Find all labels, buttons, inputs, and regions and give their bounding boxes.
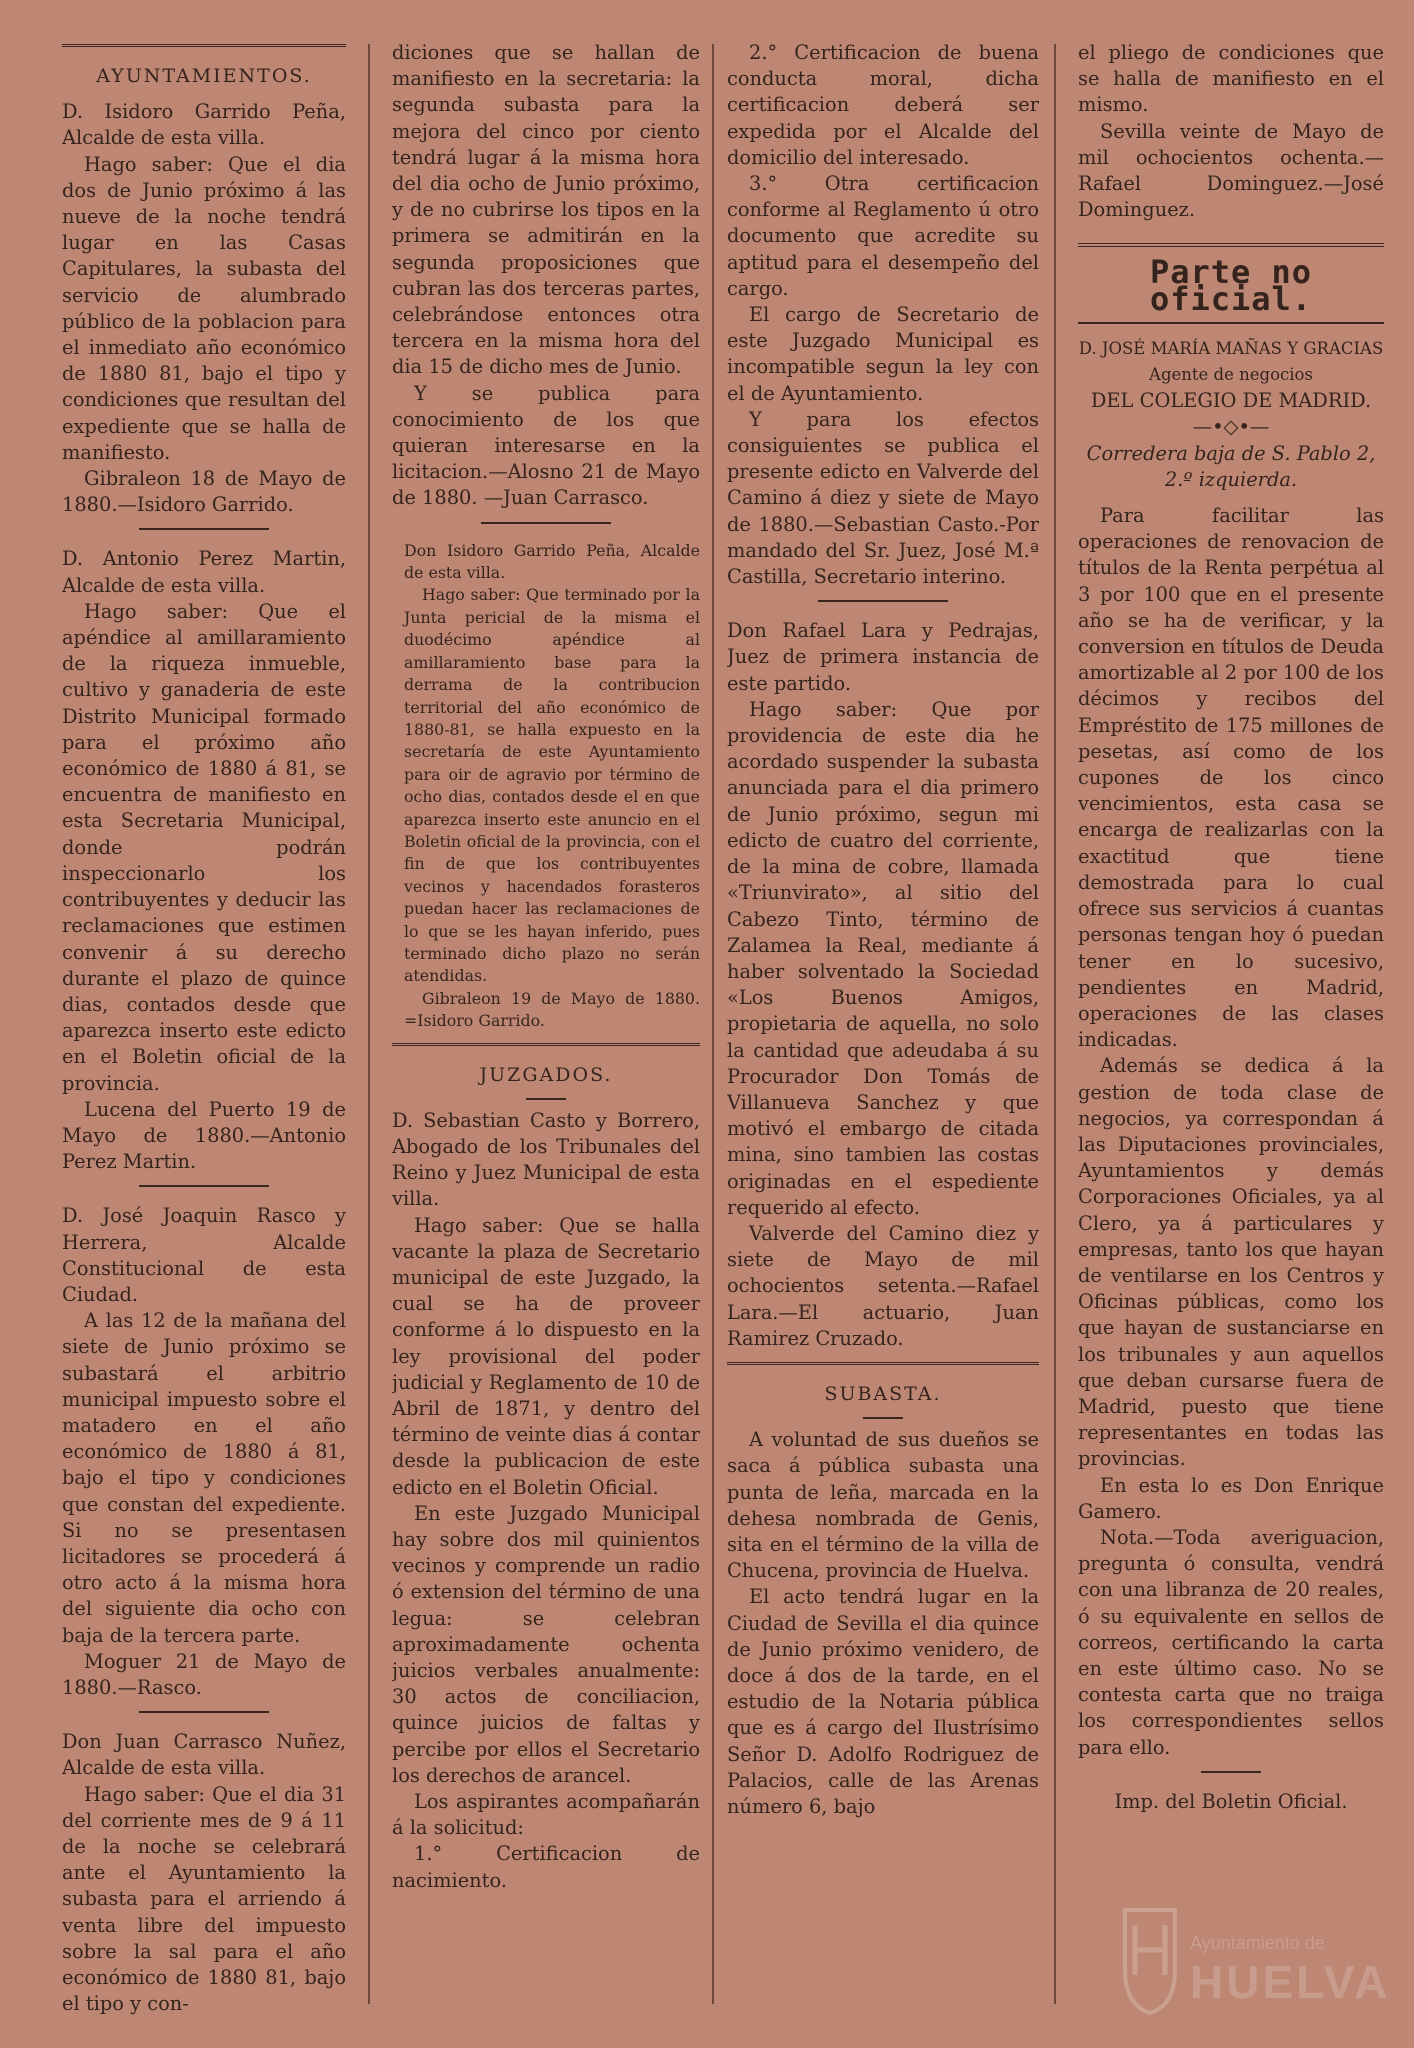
notice-body: Hago saber: Que el apéndice al amillaramiento de la riqueza inmueble, cultivo y ganaderia de este Distrito Municipal formado para el próximo año económico de 1880 á 81, se encuentra de manifiesto en esta Secretaria Municipal, donde podrán inspeccionarlo los contribuyentes y deducir las reclamaciones que estimen convenir á su derecho durante el plazo de quince dias, contados desde que aparezca inserto este edicto en el Boletin oficial de la provincia. [62,599,346,1095]
notice-date: Lucena del Puerto 19 de Mayo de 1880.—Antonio Perez Martin. [62,1097,346,1174]
auction-body: El acto tendrá lugar en la Ciudad de Sevilla el dia quince de Junio próximo venidero, de doce á dos de la tarde, en el estudio de la Notaria pública que es á cargo del Ilustrísimo Señor D. Adolfo Rodriguez de Palacios, calle de las Arenas número 6, bajo [727,1585,1039,1818]
notice-body: Hago saber: Que el dia 31 del corriente mes de 9 á 11 de la noche se celebrará ante el Ayuntamiento la subasta para el arriendo á venta libre del impuesto sobre la sal para el año económico de 1880 81, bajo el tipo y con- [62,1782,346,2016]
small-notice-body: Hago saber: Que terminado por la Junta pericial de la misma el duodécimo apéndice al amillaramiento base para la derrama de la contribucion territorial del año económico de 1880-81, se halla expuesto en la secretaría de este Ayuntamiento para oir de agravio por término de ocho dias, contados desde el en que aparezca inserto este anuncio en el Boletin oficial de la provincia, con el fin de que los contribuyentes vecinos y hacendados forasteros puedan hacer las reclamaciones de lo que se les hayan inferido, pues terminado dicho plazo no serán atendidas. [404,585,700,986]
auction-body: A voluntad de sus dueños se saca á pública subasta una punta de leña, marcada en la dehesa nombrada de Genis, sita en el término de la villa de Chucena, provincia de Huelva. [727,1428,1039,1583]
imprint: Imp. del Boletin Oficial. [1114,1789,1348,1813]
small-notice [404,540,700,1033]
section-rule [1078,322,1384,324]
court-body: 1.° Certificacion de nacimiento. [392,1842,700,1892]
spacer [1078,493,1384,503]
small-notice-date: Gibraleon 19 de Mayo de 1880. =Isidoro Garrido. [404,988,700,1031]
column-2 [392,40,700,2035]
notice-body: A las 12 de la mañana del siete de Junio próximo se subastará el arbitrio municipal impuesto sobre el matadero en el año económico de 1880 á 81, bajo el tipo y condiciones que constan del expediente. Si no se presentasen licitadores se procederá á otro acto á la misma hora del siguiente dia ocho con baja de la tercera parte. [62,1309,346,1647]
ad-body: En esta lo es Don Enrique Gamero. [1078,1473,1384,1523]
section-rule [727,1362,1039,1365]
notice-gibraleon [62,99,346,518]
notice-lead: Don Juan Carrasco Nuñez, Alcalde de esta villa. [62,1730,346,1780]
court-body: Hago saber: Que por providencia de este dia he acordado suspender la subasta anunciada para el dia primero de Junio próximo, segun mi edicto de cuatro del corriente, de la mina de cobre, llamada «Triunvirato», al sitio del Cabezo Tinto, término de Zalamea la Real, mediante á haber solventado la Sociedad «Los Buenos Amigos, propietaria de aquella, no solo la cantidad que adeudaba á su Procurador Don Tomás de Villanueva Sanchez y que motivó el embargo de citada mina, sino tambien las costas originadas en el espediente requerido al efecto. [727,697,1039,1219]
small-notice-lead: Don Isidoro Garrido Peña, Alcalde de esta villa. [404,540,700,583]
court-body: 3.° Otra certificacion conforme al Reglamento ú otro documento que acredite su aptitud para el desempeño del cargo. [727,172,1039,300]
court-lead: D. Sebastian Casto y Borrero, Abogado de los Tribunales del Reino y Juez Municipal de esta villa. [392,1108,700,1211]
section-rule [392,1043,700,1046]
column-1 [62,40,346,2035]
court-body: 2.° Certificacion de buena conducta moral, dicha certificacion deberá ser expedida por el Alcalde del domicilio del interesado. [727,41,1039,169]
divider [1201,1771,1261,1773]
notice-lead: D. Antonio Perez Martin, Alcalde de esta villa. [62,547,346,597]
court-body: Y para los efectos consiguientes se publica el presente edicto en Valverde del Camino á diez y siete de Mayo de 1880.—Sebastian Casto.-Por mandado del Sr. Juez, José M.ª Castilla, Secretario interino. [727,407,1039,589]
notice-date: Gibraleon 18 de Mayo de 1880.—Isidoro Garrido. [62,467,346,517]
column-divider [712,44,714,2004]
divider [139,1711,269,1713]
shield-icon [1120,1905,1180,2015]
notice-moguer [62,1203,346,1701]
notice-lucena [62,546,346,1175]
ad-body: Para facilitar las operaciones de renovacion de títulos de la Renta perpétua al 3 por 100 que en el presente año se ha de verificar, y la conversion en títulos de Deuda amortizable al 2 por 100 de los décimos y recibos del Empréstito de 175 millones de pesetas, así como de los cupones de los cinco vencimientos, esta casa se encarga de realizarlas con la exactitud que tiene demostrada para lo cual ofrece sus servicios á cuantas personas tengan hoy ó puedan tener en lo sucesivo, pendientes en Madrid, operaciones de las clases indicadas. [1078,504,1384,1052]
court-body: Los aspirantes acompañarán á la solicitud: [392,1790,700,1840]
court-lead: Don Rafael Lara y Pedrajas, Juez de primera instancia de este partido. [727,619,1039,695]
notice-body: Hago saber: Que el dia dos de Junio próximo á las nueve de la noche tendrá lugar en las Casas Capitulares, la subasta del servicio de alumbrado público de la poblacion para el inmediato año económico de 1880 81, bajo el tipo y condiciones que resultan del expediente que se halla de manifiesto. [62,152,346,464]
column-4 [1078,40,1384,2035]
divider [818,600,948,602]
court-body: En este Juzgado Municipal hay sobre dos mil quinientos vecinos y comprende un radio ó extension del término de una legua: se celebran aproximadamente ochenta juicios verbales anualmente: 30 actos de conciliacion, quince juicios de faltas y percibe por ellos el Secretario los derechos de arancel. [392,1501,700,1787]
notice-date: Moguer 21 de Mayo de 1880.—Rasco. [62,1649,346,1699]
court-body: Hago saber: Que se halla vacante la plaza de Secretario municipal de este Juzgado, la cual se ha de proveer conforme á lo dispuesto en la ley provisional del poder judicial y Reglamento de 10 de Abril de 1871, y dentro del término de veinte dias á contar desde la publicacion de este edicto en el Boletin Oficial. [392,1213,700,1499]
top-rule [62,44,346,47]
divider [139,528,269,530]
divider [139,1185,269,1187]
notice-alosno [62,1729,346,2017]
divider [526,1098,566,1100]
auction-date: Sevilla veinte de Mayo de mil ochocientos ochenta.—Rafael Dominguez.—José Dominguez. [1078,119,1384,222]
court-body: El cargo de Secretario de este Juzgado Municipal es incompatible segun la ley con el de Ayuntamiento. [727,303,1039,405]
agent-name: D. JOSÉ MARÍA MAÑAS Y GRACIAS [1078,338,1384,358]
court-date: Valverde del Camino diez y siete de Mayo de mil ochocientos setenta.—Rafael Lara.—El actuario, Juan Ramirez Cruzado. [727,1221,1039,1350]
notice-continuation: diciones que se hallan de manifiesto en la secretaria: la segunda subasta para la mejora del cinco por ciento tendrá lugar á la misma hora del dia ocho de Junio próximo, y de no cubrirse los tipos en la primera se admitirán en la segunda proposiciones que cubran las dos terceras partes, celebrándose entonces otra tercera en la misma hora del dia 15 de dicho mes de Junio. [392,41,700,379]
ornament: —•◇•— [1192,415,1270,439]
notice-lead: D. Isidoro Garrido Peña, Alcalde de esta villa. [62,100,346,150]
column-divider [1054,44,1056,2004]
section-title-ayuntamientos: AYUNTAMIENTOS. [96,65,312,87]
divider [863,1417,903,1419]
ad-note: Nota.—Toda averiguacion, pregunta ó consulta, vendrá con una libranza de 20 reales, ó su equivalente en sellos de correos, certificando la carta en este último caso. No se contesta carta que no traiga los correspondientes sellos para ello. [1078,1525,1384,1759]
column-divider [368,44,370,2004]
auction-continuation: el pliego de condiciones que se halla de manifiesto en el mismo. [1078,41,1384,117]
watermark-line1: Ayuntamiento de [1190,1933,1325,1953]
notice-closing: Y se publica para conocimiento de los que quieran interesarse en la licitacion.—Alosno 21 de Mayo de 1880. —Juan Carrasco. [392,381,700,510]
watermark-line2: HUELVA [1190,1956,1391,2008]
non-official-heading: Parte no oficial. [1149,253,1313,318]
column-3 [727,40,1039,2035]
section-title-subasta: SUBASTA. [824,1382,942,1405]
section-rule [1078,243,1384,247]
ad-body: Además se dedica á la gestion de toda clase de negocios, ya correspondan á las Diputaciones provinciales, Ayuntamientos y demás Corporaciones Oficiales, ya al Clero, ya á particulares y empresas, tanto los que hayan de ventilarse en los Centros y Oficinas públicas, como los que hayan de sustanciarse en los tribunales y aun aquellos que deban cursarse fuera de Madrid, puesto que tiene representantes en todas las provincias. [1078,1054,1384,1471]
section-title-juzgados: JUZGADOS. [479,1063,613,1086]
notice-lead: D. José Joaquin Rasco y Herrera, Alcalde Constitucional de esta Ciudad. [62,1204,346,1306]
huelva-watermark-logo [1120,1905,1391,2035]
divider [481,522,611,524]
agent-address: Corredera baja de S. Pablo 2, 2.º izquierda. [1086,441,1376,491]
agent-college: DEL COLEGIO DE MADRID. [1090,389,1372,413]
agent-title: Agente de negocios [1149,365,1313,385]
